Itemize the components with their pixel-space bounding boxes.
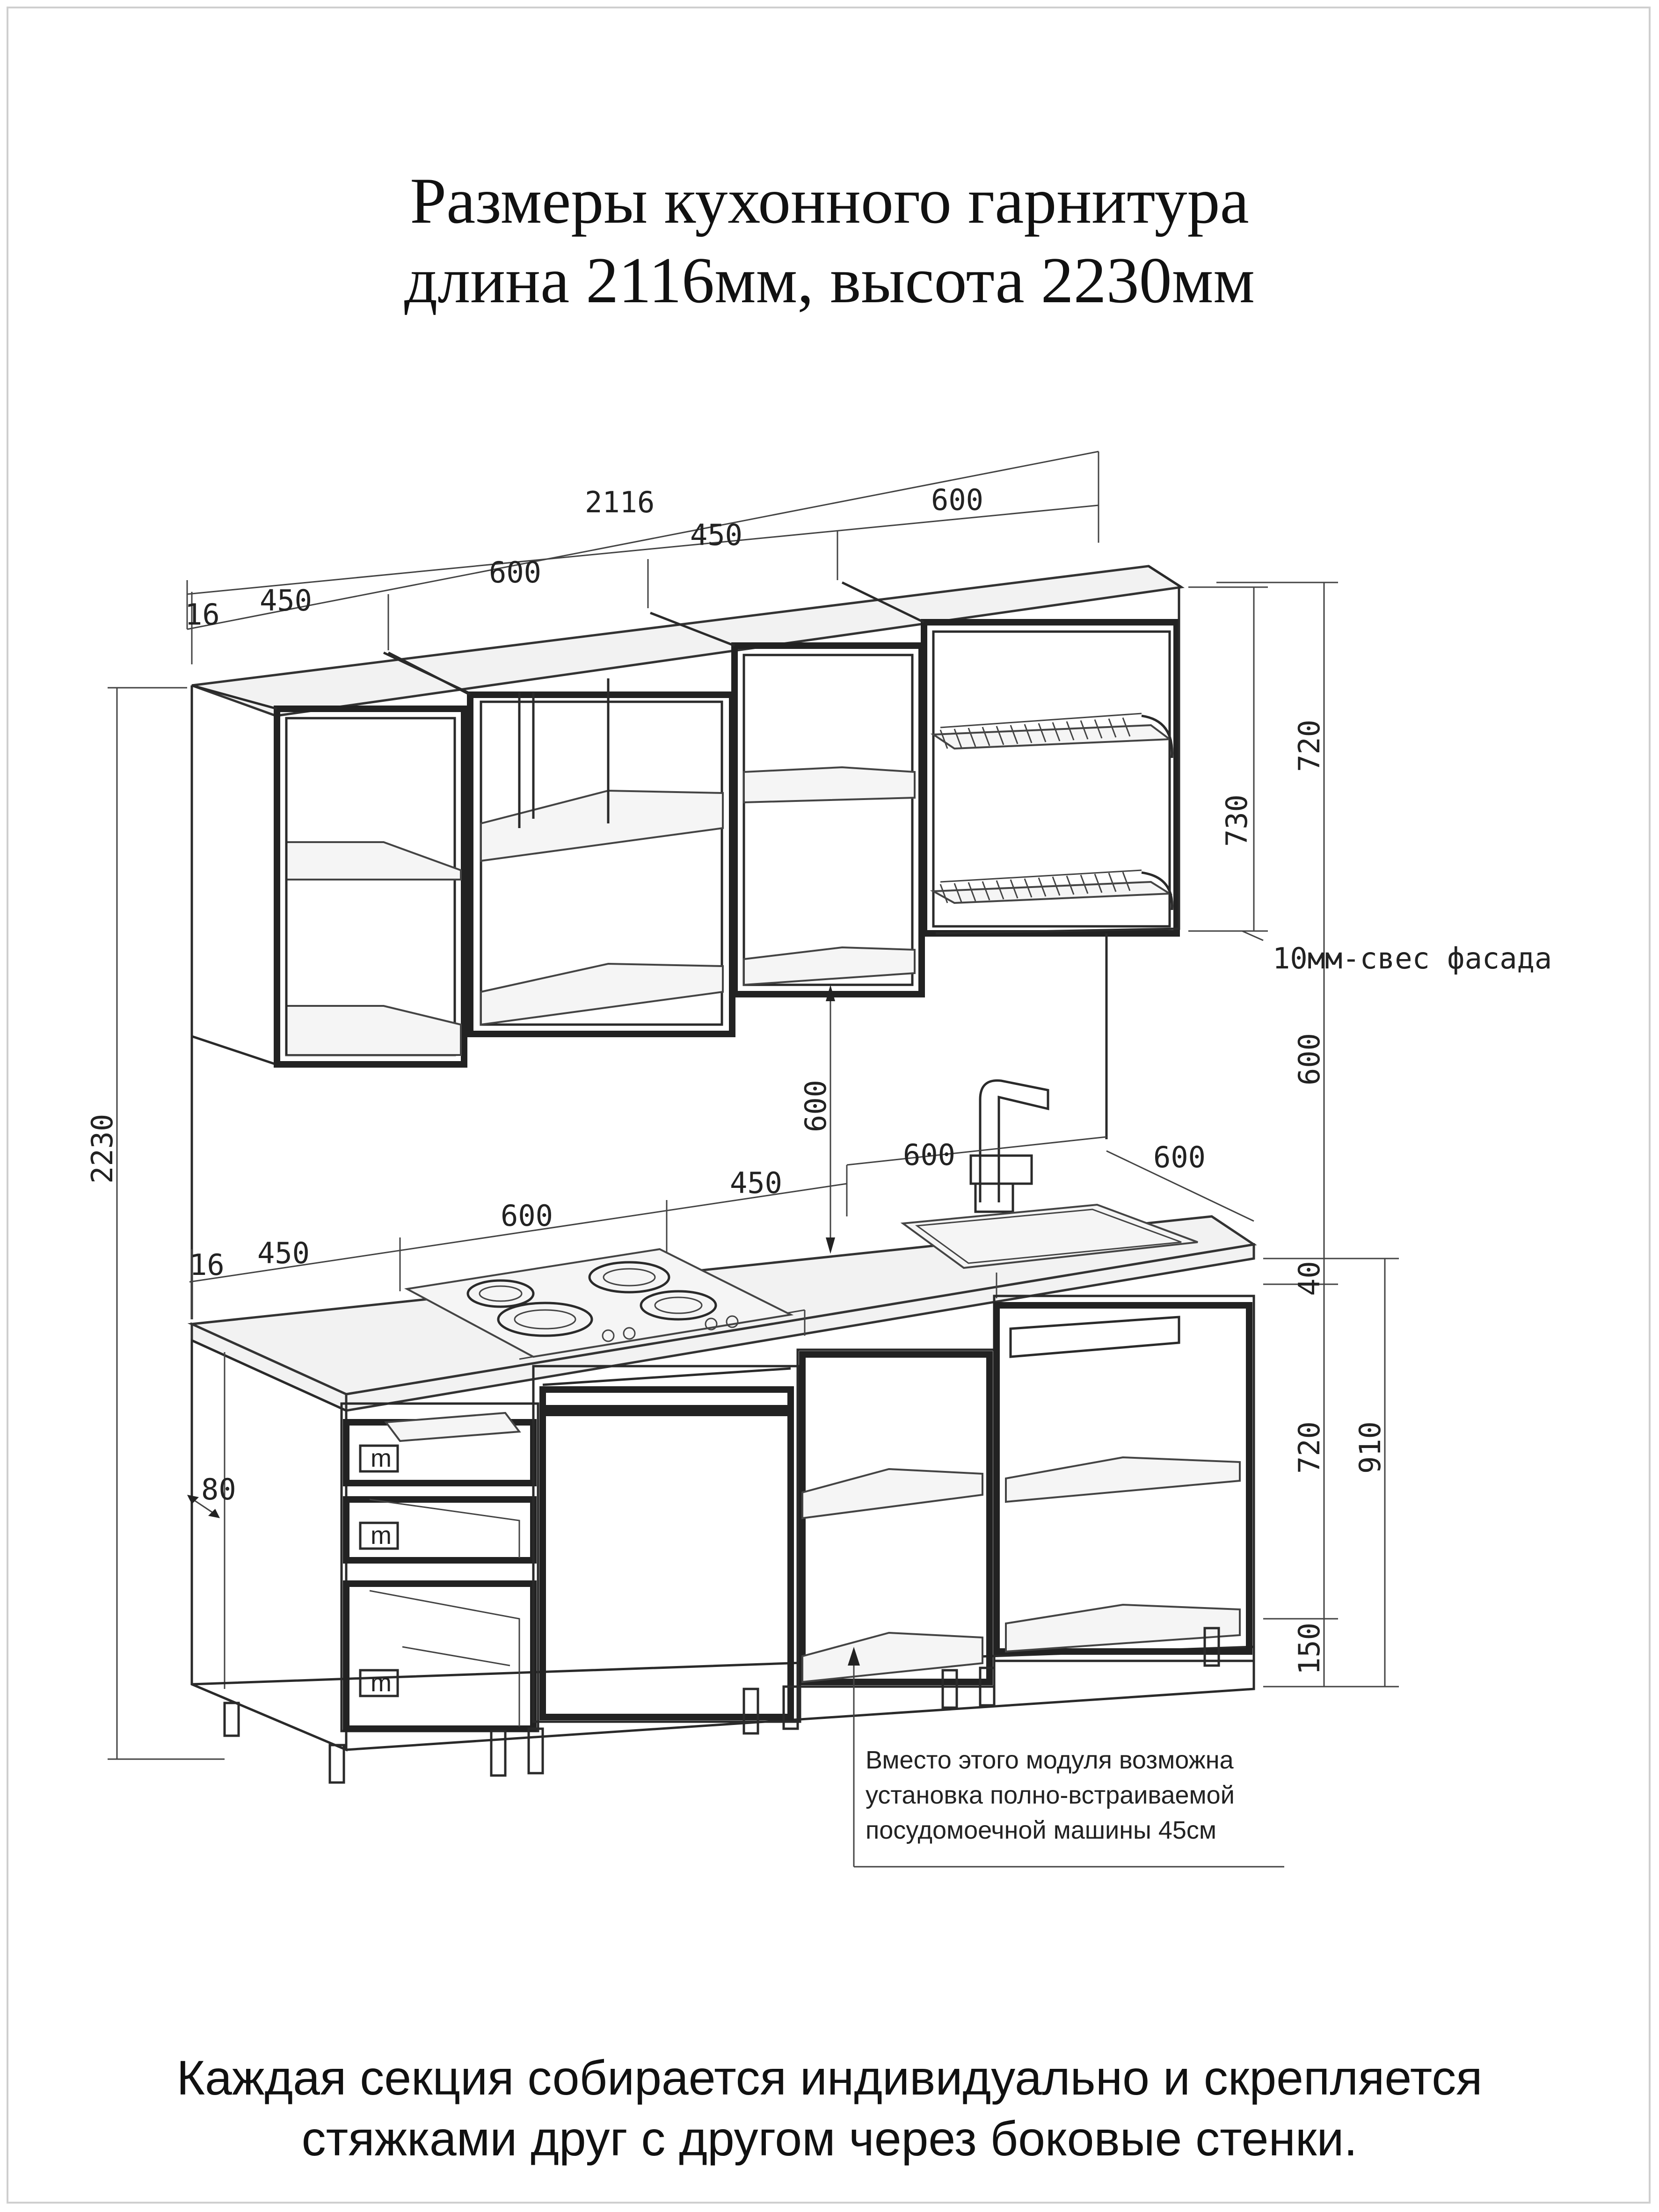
upper-height-inner-label: 720 xyxy=(1292,720,1326,772)
gap-height-label: 600 xyxy=(799,1080,833,1132)
callout-line-1: Вместо этого модуля возможна xyxy=(866,1746,1234,1774)
plinth-depth-label: 80 xyxy=(201,1472,236,1506)
drawer-3[interactable] xyxy=(346,1584,533,1729)
upper-cabinet-4-dish-rack xyxy=(842,582,1179,933)
total-height-dimension xyxy=(108,688,225,1759)
drawer-1-label: m xyxy=(371,1444,392,1472)
lower-segment-1-label: 450 xyxy=(257,1236,310,1270)
lower-side-label: 16 xyxy=(189,1248,225,1282)
upper-cabinets xyxy=(192,566,1181,1064)
dish-rack-top xyxy=(933,713,1172,758)
upper-side-label: 16 xyxy=(185,597,220,632)
facade-overhang-label: 10мм-свес фасада xyxy=(1273,941,1552,975)
callout-line-3: посудомоечной машины 45см xyxy=(866,1816,1217,1844)
lower-left-side-panel xyxy=(192,1340,346,1750)
lower-segment-3-label: 450 xyxy=(730,1166,782,1200)
upper-cabinet-1 xyxy=(192,653,468,1064)
plinth xyxy=(192,1647,1254,1750)
total-height-label: 2230 xyxy=(85,1113,119,1184)
lower-drawer-unit xyxy=(342,1404,538,1731)
upper-segment-1-label: 450 xyxy=(260,583,312,618)
lower-open-module-450 xyxy=(798,1350,994,1687)
drawer-3-label: m xyxy=(371,1669,392,1697)
upper-height-outer-label: 730 xyxy=(1220,794,1254,847)
lower-segment-4-label: 600 xyxy=(903,1138,955,1172)
footer-line-1: Каждая секция собирается индивидуально и скрепляется xyxy=(176,2051,1483,2105)
drawer-2-label: m xyxy=(371,1521,392,1550)
upper-segment-3-label: 450 xyxy=(690,518,742,552)
lower-sink-module xyxy=(994,1296,1254,1661)
title-line-2: длина 2116мм, высота 2230мм xyxy=(404,244,1255,317)
facade-overhang-arrow xyxy=(1242,931,1263,940)
dish-rack-bottom xyxy=(933,870,1172,910)
footer-line-2: стяжками друг с другом через боковые стенки. xyxy=(301,2112,1358,2166)
gap-height-right-label: 600 xyxy=(1292,1033,1326,1085)
upper-total-label: 2116 xyxy=(585,485,655,519)
worktop-thickness-label: 40 xyxy=(1292,1261,1326,1296)
lower-segment-2-label: 600 xyxy=(501,1199,553,1233)
leg-height-label: 150 xyxy=(1292,1623,1326,1675)
upper-segment-2-label: 600 xyxy=(489,555,541,589)
lower-segment-right-label: 600 xyxy=(1153,1140,1206,1174)
title-line-1: Размеры кухонного гарнитура xyxy=(410,165,1249,237)
callout-line-2: установка полно-встраиваемой xyxy=(866,1781,1235,1809)
upper-segment-4-label: 600 xyxy=(931,483,983,517)
faucet xyxy=(971,1081,1048,1212)
lower-body-height-label: 720 xyxy=(1292,1421,1326,1474)
lower-total-height-label: 910 xyxy=(1353,1421,1387,1474)
